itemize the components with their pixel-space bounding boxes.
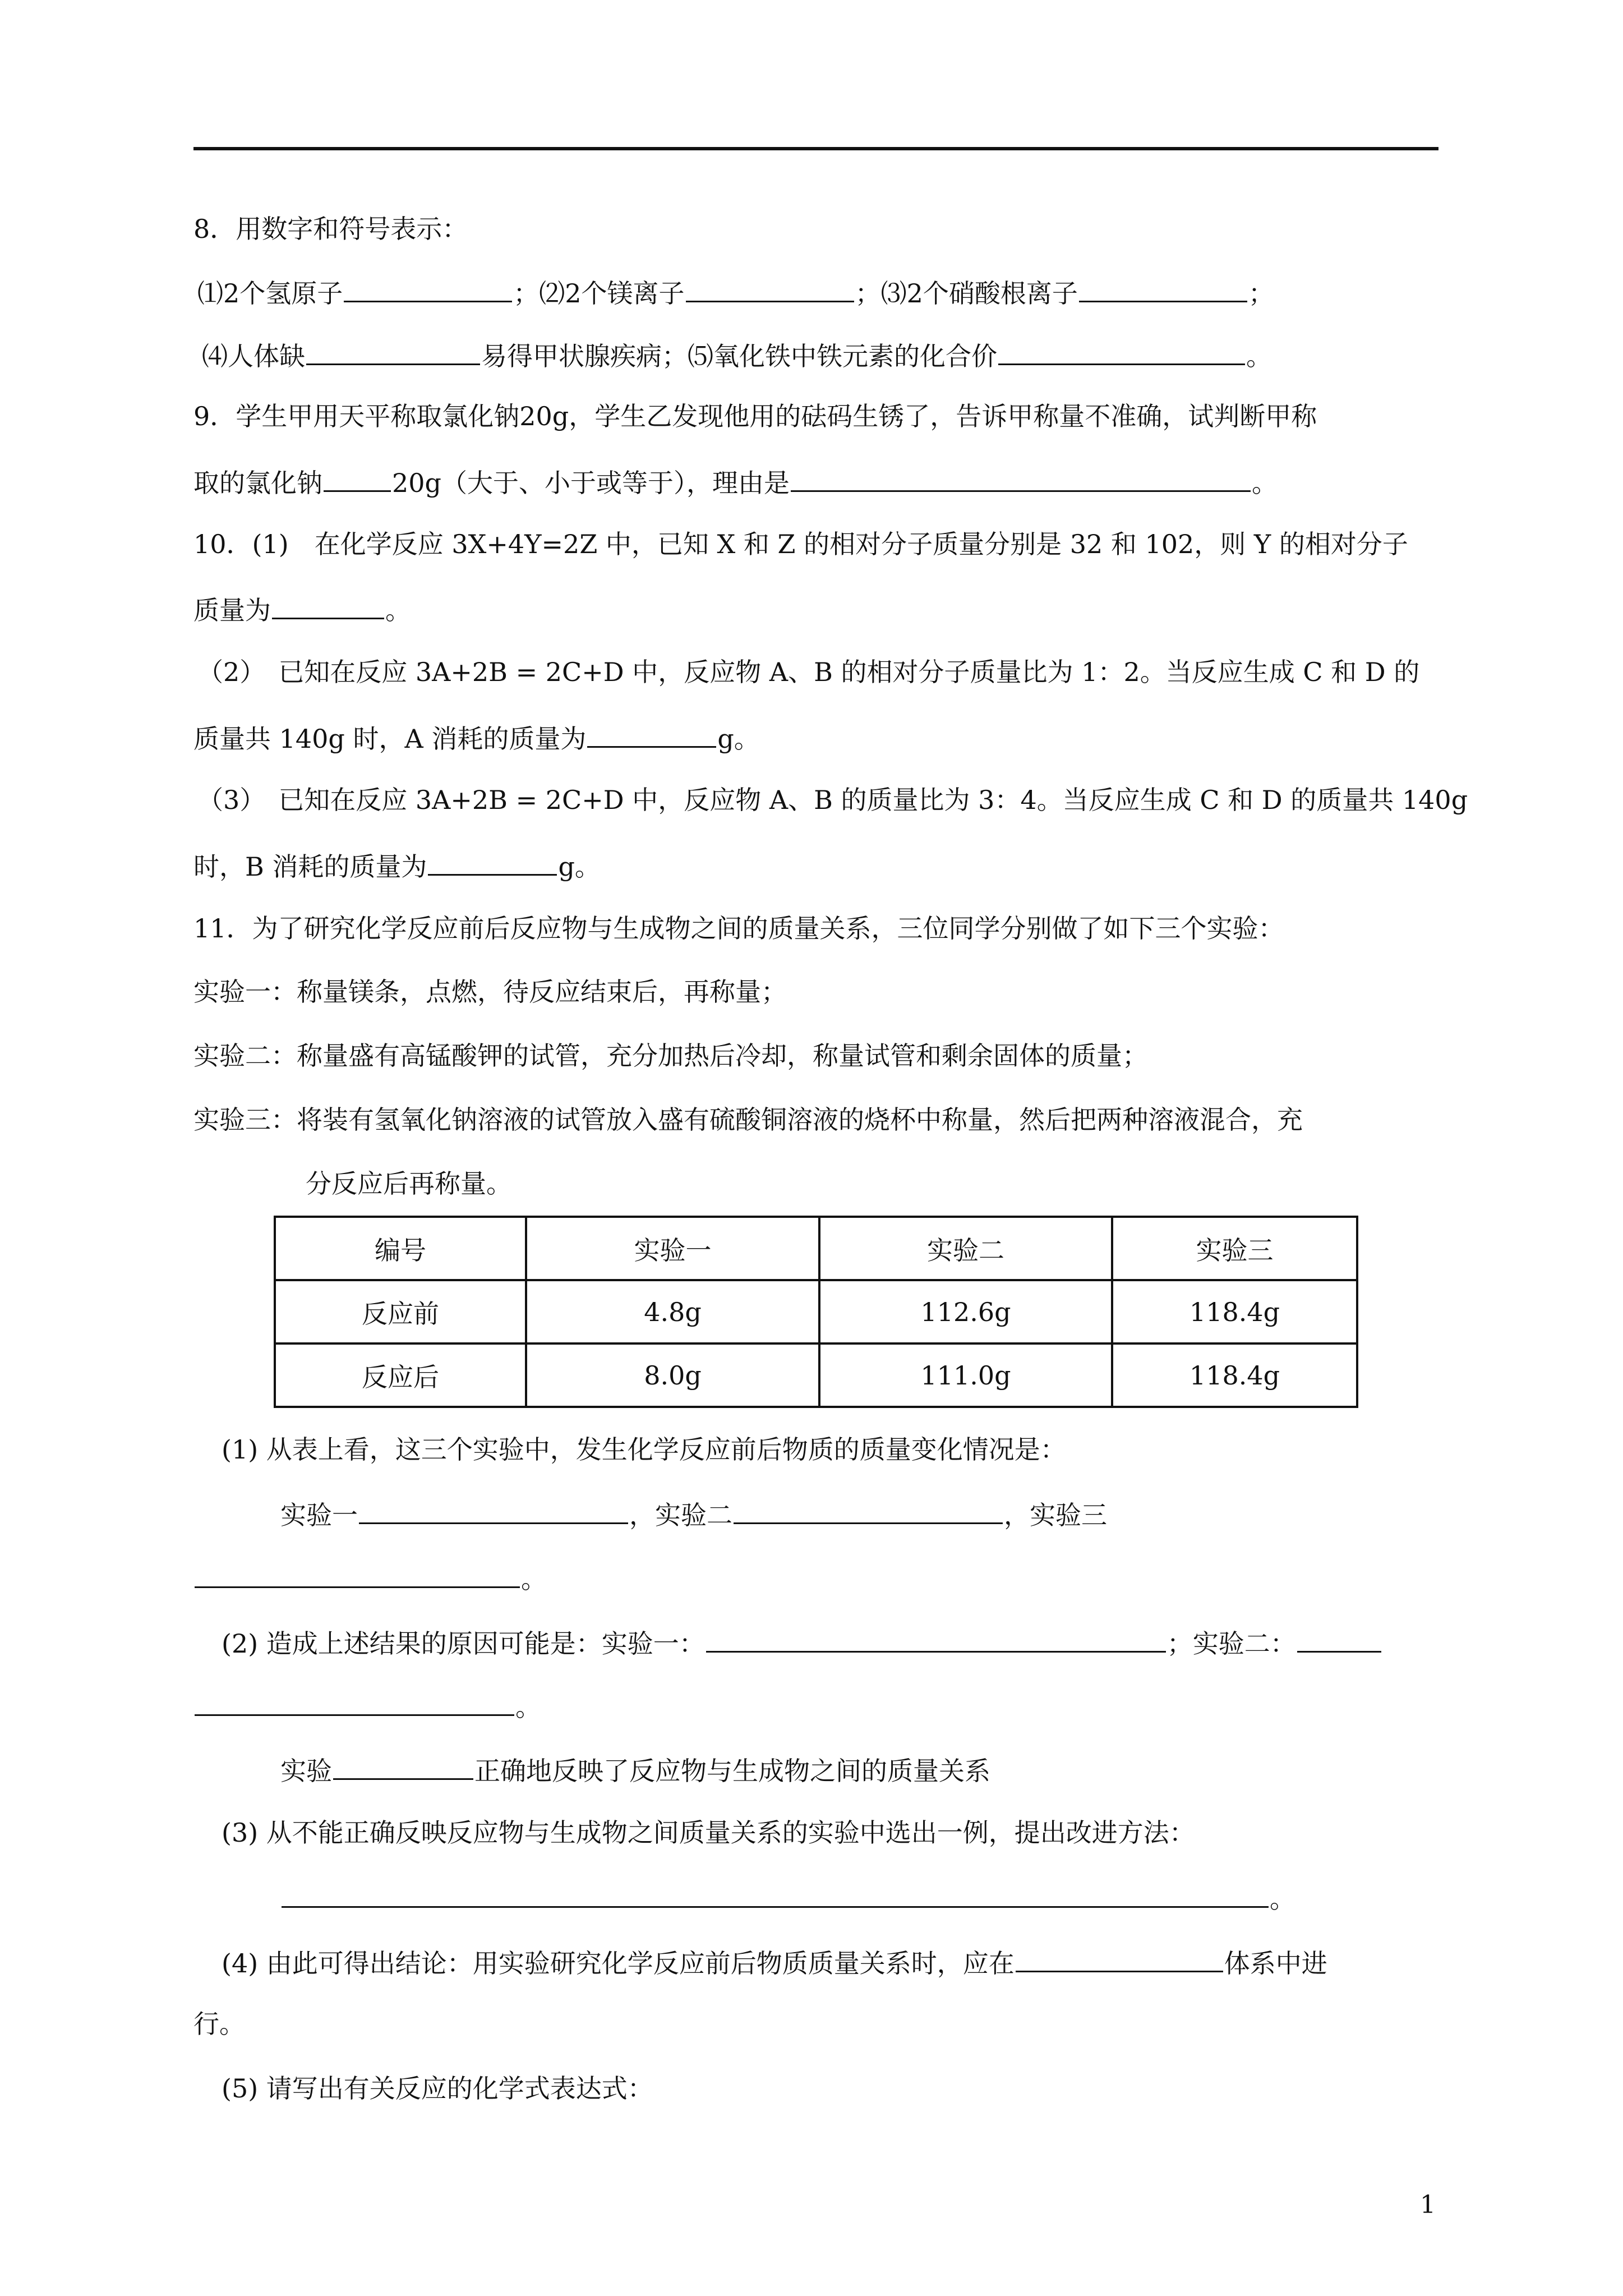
q8-p1: ⑴2个氢原子 xyxy=(197,278,343,309)
blank xyxy=(359,1496,628,1524)
blank xyxy=(428,847,557,876)
blank xyxy=(1297,1624,1381,1653)
period: 。 xyxy=(1270,1884,1295,1914)
blank xyxy=(706,1624,1166,1653)
q10-line3: （2） 已知在反应 3A+2B = 2C+D 中，反应物 A、B 的相对分子质量比为 1：2。当反应生成 C 和 D 的 xyxy=(197,657,1420,687)
table-header-cell: 实验二 xyxy=(819,1217,1112,1280)
header-rule xyxy=(193,147,1438,150)
blank xyxy=(324,463,391,492)
q9-line2 xyxy=(193,463,1278,500)
q11-exp1: 实验一：称量镁条，点燃，待反应结束后，再称量； xyxy=(193,977,787,1007)
blank xyxy=(272,591,384,619)
blank xyxy=(1079,274,1247,302)
label: 体系中进 xyxy=(1224,1948,1327,1978)
period: 。 xyxy=(1246,341,1272,371)
results-table xyxy=(274,1216,1358,1408)
table-header-cell: 编号 xyxy=(275,1217,526,1280)
q10-l4a: 质量共 140g 时，A 消耗的质量为 xyxy=(193,724,587,754)
q8-p3: ⑶2个硝酸根离子 xyxy=(880,278,1078,309)
q10-l6a: 时，B 消耗的质量为 xyxy=(193,852,427,882)
q11-s1-answers xyxy=(280,1496,1107,1532)
q11-s4-cont: 行。 xyxy=(193,2009,245,2039)
unit: g。 xyxy=(558,852,601,882)
q11-s2 xyxy=(222,1624,1382,1660)
q11-exp3a: 实验三：将装有氢氧化钠溶液的试管放入盛有硫酸铜溶液的烧杯中称量，然后把两种溶液混合，充 xyxy=(193,1105,1303,1135)
table-header-row xyxy=(275,1217,1357,1280)
table-cell: 反应前 xyxy=(275,1280,526,1343)
sep: ； xyxy=(1248,278,1274,309)
table-header-cell: 实验三 xyxy=(1112,1217,1357,1280)
q10-line2 xyxy=(193,591,411,627)
q8-p4b: 易得甲状腺疾病； xyxy=(481,341,688,371)
q11-s1: (1) 从表上看，这三个实验中，发生化学反应前后物质的质量变化情况是： xyxy=(222,1434,1066,1465)
sep: ； xyxy=(855,278,881,309)
q11-s3-answer xyxy=(280,1879,1295,1916)
period: 。 xyxy=(385,595,411,625)
blank xyxy=(333,1751,473,1780)
q8-title: 8．用数字和符号表示： xyxy=(193,214,468,244)
blank xyxy=(791,463,1251,492)
q10-line4 xyxy=(193,719,760,756)
q10-l2a: 质量为 xyxy=(193,595,271,625)
q11-s3: (3) 从不能正确反映反应物与生成物之间质量关系的实验中选出一例，提出改进方法： xyxy=(222,1818,1195,1848)
q11-s1-cont xyxy=(193,1559,547,1596)
label: 实验一 xyxy=(280,1500,358,1530)
period: 。 xyxy=(521,1564,547,1594)
q8-p5: ⑸氧化铁中铁元素的化合价 xyxy=(688,341,997,371)
label: ，实验三 xyxy=(1004,1500,1107,1530)
q8-p4: ⑷人体缺 xyxy=(202,341,305,371)
blank xyxy=(998,337,1245,365)
q9-l2b: 20g（大于、小于或等于），理由是 xyxy=(392,468,790,498)
table-cell: 8.0g xyxy=(526,1343,819,1407)
table-row xyxy=(275,1280,1357,1343)
table-cell: 4.8g xyxy=(526,1280,819,1343)
blank xyxy=(734,1496,1003,1524)
q10-line1: 10．(1) 在化学反应 3X+4Y=2Z 中，已知 X 和 Z 的相对分子质量分别是 32 和 102，则 Y 的相对分子 xyxy=(193,529,1408,559)
blank xyxy=(306,337,480,365)
unit: g。 xyxy=(717,724,760,754)
table-header-cell: 实验一 xyxy=(526,1217,819,1280)
table-row xyxy=(275,1343,1357,1407)
q11-s2-exp xyxy=(280,1751,990,1788)
table-cell: 111.0g xyxy=(819,1343,1112,1407)
q11-s4 xyxy=(222,1944,1327,1980)
label: (4) 由此可得出结论：用实验研究化学反应前后物质质量关系时，应在 xyxy=(222,1948,1015,1978)
q11-exp3b: 分反应后再称量。 xyxy=(306,1168,512,1199)
label: 实验 xyxy=(280,1756,332,1786)
table-cell: 118.4g xyxy=(1112,1280,1357,1343)
blank xyxy=(1016,1944,1223,1972)
label: ，实验二 xyxy=(629,1500,732,1530)
sep: ； xyxy=(513,278,540,309)
q11-s5: (5) 请写出有关反应的化学式表达式： xyxy=(222,2073,653,2104)
q11-s2-cont xyxy=(193,1687,541,1724)
q9-line1: 9．学生甲用天平称取氯化钠20g，学生乙发现他用的砝码生锈了，告诉甲称量不准确，试判断甲称 xyxy=(193,401,1317,431)
label: 正确地反映了反应物与生成物之间的质量关系 xyxy=(474,1756,990,1786)
blank xyxy=(195,1687,514,1716)
blank xyxy=(587,719,716,748)
table-cell: 118.4g xyxy=(1112,1343,1357,1407)
q10-line5: （3） 已知在反应 3A+2B = 2C+D 中，反应物 A、B 的质量比为 3：4。当反应生成 C 和 D 的质量共 140g xyxy=(197,785,1468,815)
blank xyxy=(686,274,854,302)
table-cell: 112.6g xyxy=(819,1280,1112,1343)
table-cell: 反应后 xyxy=(275,1343,526,1407)
period: 。 xyxy=(515,1692,541,1722)
q8-line2 xyxy=(202,337,1272,373)
q8-line1 xyxy=(197,274,1274,310)
blank xyxy=(195,1559,520,1588)
period: 。 xyxy=(1251,468,1278,498)
blank xyxy=(282,1879,1269,1908)
label: ；实验二： xyxy=(1166,1628,1296,1659)
label: (2) 造成上述结果的原因可能是：实验一： xyxy=(222,1628,705,1659)
q10-line6 xyxy=(193,847,601,884)
q9-l2a: 取的氯化钠 xyxy=(193,468,322,498)
page-number: 1 xyxy=(1420,2191,1436,2219)
q8-p2: ⑵2个镁离子 xyxy=(539,278,685,309)
blank xyxy=(344,274,512,302)
q11-exp2: 实验二：称量盛有高锰酸钾的试管，充分加热后冷却，称量试管和剩余固体的质量； xyxy=(193,1041,1148,1071)
q11-intro: 11．为了研究化学反应前后反应物与生成物之间的质量关系，三位同学分别做了如下三个实验： xyxy=(193,913,1284,944)
